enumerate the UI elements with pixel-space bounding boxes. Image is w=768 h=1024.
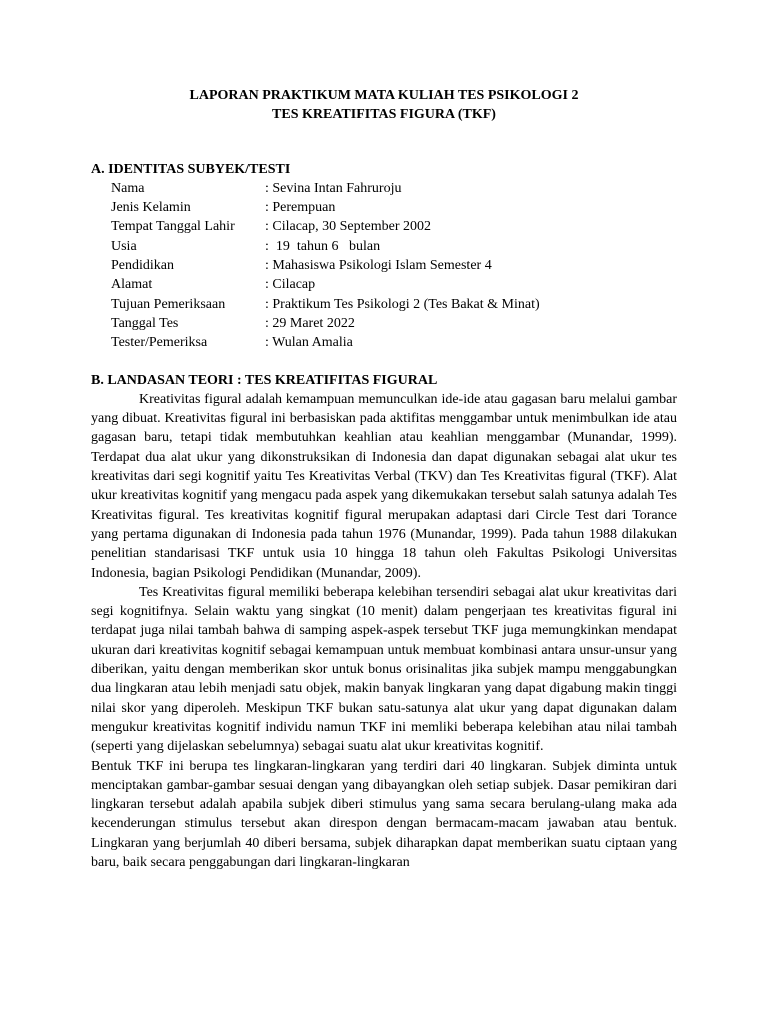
document-title-line-2: TES KREATIFITAS FIGURA (TKF) [272,107,496,123]
identity-label: Usia [111,238,137,254]
identity-label: Nama [111,180,145,196]
identity-row-pendidikan [111,256,677,275]
identity-value: : Praktikum Tes Psikologi 2 (Tes Bakat & Minat) [265,296,540,312]
identity-row-tempat-tanggal-lahir [111,217,677,236]
identity-row-tujuan-pemeriksaan [111,295,677,314]
identity-value: : 29 Maret 2022 [265,315,355,331]
identity-label: Tempat Tanggal Lahir [111,219,235,235]
identity-row-tester-pemeriksa [111,333,677,352]
identity-row-jenis-kelamin [111,198,677,217]
theory-paragraph-2: Tes Kreativitas figural memiliki beberapa kelebihan tersendiri sebagai alat ukur kreativitas dari segi kognitifnya. Selain waktu yang singkat (10 menit) dalam pengerjaan tes kreativitas figural ini terdapat juga nilai tambah bahwa di samping aspek-aspek tersebut TKF juga memungkinkan mendapat ukuran dari kreativitas kognitif sebagai kemampuan untuk membuat kombinasi antara unsur-unsur yang diberikan, yaitu dengan memberikan skor untuk bonus orisinalitas jika subjek mampu menggabungkan dua lingkaran atau lebih menjadi satu objek, makin banyak lingkaran yang dapat digabung makin tinggi nilai skor yang diperoleh. Meskipun TKF bukan satu-satunya alat ukur yang dapat digunakan dalam mengukur kreativitas kognitif individu namun TKF ini memliki beberapa kelebihan atau nilai tambah (seperti yang dijelaskan sebelumnya) sebagai suatu alat ukur kreativitas kognitif. [91,584,677,755]
identity-row-nama [111,179,677,198]
identity-label: Tester/Pemeriksa [111,335,208,351]
identity-label: Tanggal Tes [111,315,179,331]
document-title-line-1: LAPORAN PRAKTIKUM MATA KULIAH TES PSIKOLOGI 2 [189,88,579,103]
identity-label: Pendidikan [111,258,174,274]
section-a-heading: A. IDENTITAS SUBYEK/TESTI [91,161,291,177]
identity-row-alamat [111,275,677,294]
identity-row-tanggal-tes [111,314,677,333]
identity-value: : Perempuan [265,200,336,216]
identity-value: : Wulan Amalia [265,335,353,351]
identity-value: : Sevina Intan Fahruroju [265,180,402,196]
identity-row-usia [111,237,677,256]
identity-label: Tujuan Pemeriksaan [111,296,226,312]
theory-paragraph-3: Bentuk TKF ini berupa tes lingkaran-lingkaran yang terdiri dari 40 lingkaran. Subjek diminta untuk menciptakan gambar-gambar sesuai dengan yang dibayangkan oleh setiap subjek. Dasar pemikiran dari lingkaran tersebut adalah apabila subjek diberi stimulus yang sama secara berulang-ulang maka ada kecenderungan stimulus tersebut akan direspon dengan bermacam-macam jawaban atau bentuk. Lingkaran yang berjumlah 40 diberi bersama, subjek diharapkan dapat memberikan suatu ciptaan yang baru, baik secara penggabungan dari lingkaran-lingkaran [91,758,677,870]
identity-list [111,179,677,353]
identity-label: Alamat [111,277,153,293]
identity-value: : Cilacap, 30 September 2002 [265,219,432,235]
identity-value: : 19 tahun 6 bulan [265,238,381,254]
identity-label: Jenis Kelamin [111,200,191,216]
theory-paragraph-1: Kreativitas figural adalah kemampuan memunculkan ide-ide atau gagasan baru melalui gambar yang dibuat. Kreativitas figural ini berbasiskan pada aktifitas menggambar untuk menimbulkan ide atau gagasan baru, tetapi tidak membutuhkan keahlian atau keahlian menggambar (Munandar, 1999). Terdapat dua alat ukur yang dikonstruksikan di Indonesia dan dapat digunakan sebagai alat ukur tes kreativitas dari segi kognitif yaitu Tes Kreativitas Verbal (TKV) dan Tes Kreativitas figural (TKF). Alat ukur kreativitas kognitif yang mengacu pada aspek yang dikemukakan tersebut salah satunya adalah Tes Kreativitas figural. Tes kreativitas kognitif figural merupakan adaptasi dari Circle Test dari Torance yang pertama digunakan di Indonesia pada tahun 1976 (Munandar, 1999). Pada tahun 1988 dilakukan penelitian standarisasi TKF untuk usia 10 hingga 18 tahun oleh Fakultas Psikologi Universitas Indonesia, bagian Psikologi Pendidikan (Munandar, 2009). [91,391,677,581]
identity-value: : Mahasiswa Psikologi Islam Semester 4 [265,258,492,274]
section-b-heading: B. LANDASAN TEORI : TES KREATIFITAS FIGURAL [91,372,438,388]
identity-value: : Cilacap [265,277,316,293]
